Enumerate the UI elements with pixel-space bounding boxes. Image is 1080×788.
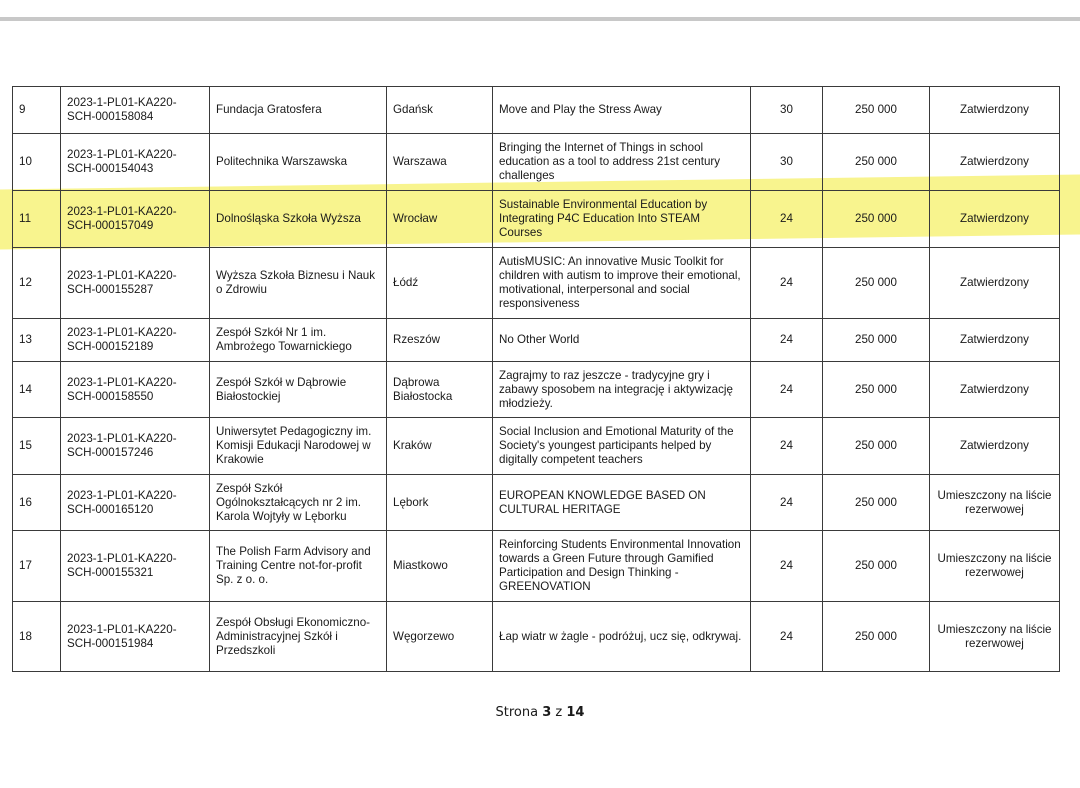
amount: 250 000 (823, 248, 930, 319)
row-number: 18 (13, 602, 61, 672)
score: 24 (751, 475, 823, 531)
amount: 250 000 (823, 418, 930, 475)
status: Zatwierdzony (930, 87, 1060, 134)
organization: Zespół Szkół w Dąbrowie Białostockiej (210, 362, 387, 418)
amount: 250 000 (823, 319, 930, 362)
row-number: 17 (13, 531, 61, 602)
status: Zatwierdzony (930, 134, 1060, 191)
row-number: 13 (13, 319, 61, 362)
score: 24 (751, 531, 823, 602)
project-id: 2023-1-PL01-KA220-SCH-000157246 (61, 418, 210, 475)
status: Umieszczony na liście rezerwowej (930, 475, 1060, 531)
page-footer (0, 705, 1080, 720)
table-row (13, 475, 1060, 531)
status: Umieszczony na liście rezerwowej (930, 602, 1060, 672)
table-row (13, 531, 1060, 602)
score: 24 (751, 362, 823, 418)
amount: 250 000 (823, 475, 930, 531)
city: Lębork (387, 475, 493, 531)
score: 24 (751, 248, 823, 319)
project-title: Bringing the Internet of Things in school education as a tool to address 21st century challenges (493, 134, 751, 191)
projects-table (12, 86, 1060, 672)
footer-total-pages: 14 (566, 705, 585, 720)
row-number: 14 (13, 362, 61, 418)
project-id: 2023-1-PL01-KA220-SCH-000155321 (61, 531, 210, 602)
table-row-highlighted (13, 191, 1060, 248)
organization: Wyższa Szkoła Biznesu i Nauk o Zdrowiu (210, 248, 387, 319)
amount: 250 000 (823, 531, 930, 602)
project-id: 2023-1-PL01-KA220-SCH-000158550 (61, 362, 210, 418)
project-title: Social Inclusion and Emotional Maturity of the Society's youngest participants helped by digitally competent teachers (493, 418, 751, 475)
top-rule (0, 17, 1080, 21)
city: Miastkowo (387, 531, 493, 602)
amount: 250 000 (823, 191, 930, 248)
project-id: 2023-1-PL01-KA220-SCH-000158084 (61, 87, 210, 134)
city: Węgorzewo (387, 602, 493, 672)
row-number: 9 (13, 87, 61, 134)
table-row (13, 418, 1060, 475)
project-id: 2023-1-PL01-KA220-SCH-000165120 (61, 475, 210, 531)
status: Zatwierdzony (930, 362, 1060, 418)
score: 24 (751, 602, 823, 672)
row-number: 16 (13, 475, 61, 531)
row-number: 12 (13, 248, 61, 319)
project-id: 2023-1-PL01-KA220-SCH-000154043 (61, 134, 210, 191)
city: Gdańsk (387, 87, 493, 134)
project-title: AutisMUSIC: An innovative Music Toolkit for children with autism to improve their emotional, motivational, interpersonal and social responsiveness (493, 248, 751, 319)
score: 24 (751, 418, 823, 475)
organization: Dolnośląska Szkoła Wyższa (210, 191, 387, 248)
status: Zatwierdzony (930, 191, 1060, 248)
footer-separator: z (555, 705, 563, 720)
amount: 250 000 (823, 362, 930, 418)
row-number: 11 (13, 191, 61, 248)
status: Zatwierdzony (930, 319, 1060, 362)
project-title: Sustainable Environmental Education by Integrating P4C Education Into STEAM Courses (493, 191, 751, 248)
organization: Zespół Szkół Ogólnokształcących nr 2 im. Karola Wojtyły w Lęborku (210, 475, 387, 531)
table-row (13, 134, 1060, 191)
organization: Zespół Obsługi Ekonomiczno-Administracyjnej Szkół i Przedszkoli (210, 602, 387, 672)
row-number: 15 (13, 418, 61, 475)
project-id: 2023-1-PL01-KA220-SCH-000151984 (61, 602, 210, 672)
status: Zatwierdzony (930, 248, 1060, 319)
footer-prefix: Strona (495, 705, 539, 720)
amount: 250 000 (823, 87, 930, 134)
table-row (13, 602, 1060, 672)
organization: The Polish Farm Advisory and Training Centre not-for-profit Sp. z o. o. (210, 531, 387, 602)
status: Zatwierdzony (930, 418, 1060, 475)
project-title: No Other World (493, 319, 751, 362)
score: 30 (751, 87, 823, 134)
amount: 250 000 (823, 134, 930, 191)
project-title: Zagrajmy to raz jeszcze - tradycyjne gry i zabawy sposobem na integrację i aktywizację młodzieży. (493, 362, 751, 418)
table-row (13, 87, 1060, 134)
score: 24 (751, 319, 823, 362)
score: 30 (751, 134, 823, 191)
project-title: Łap wiatr w żagle - podróżuj, ucz się, odkrywaj. (493, 602, 751, 672)
score: 24 (751, 191, 823, 248)
organization: Fundacja Gratosfera (210, 87, 387, 134)
city: Łódź (387, 248, 493, 319)
project-id: 2023-1-PL01-KA220-SCH-000152189 (61, 319, 210, 362)
status: Umieszczony na liście rezerwowej (930, 531, 1060, 602)
table-row (13, 319, 1060, 362)
city: Rzeszów (387, 319, 493, 362)
project-id: 2023-1-PL01-KA220-SCH-000155287 (61, 248, 210, 319)
project-id: 2023-1-PL01-KA220-SCH-000157049 (61, 191, 210, 248)
organization: Zespół Szkół Nr 1 im. Ambrożego Towarnickiego (210, 319, 387, 362)
project-title: Move and Play the Stress Away (493, 87, 751, 134)
city: Kraków (387, 418, 493, 475)
project-title: EUROPEAN KNOWLEDGE BASED ON CULTURAL HERITAGE (493, 475, 751, 531)
project-title: Reinforcing Students Environmental Innovation towards a Green Future through Gamified Participation and Design Thinking - GREENOVATION (493, 531, 751, 602)
table-row (13, 248, 1060, 319)
footer-current-page: 3 (542, 705, 552, 720)
city: Dąbrowa Białostocka (387, 362, 493, 418)
city: Wrocław (387, 191, 493, 248)
amount: 250 000 (823, 602, 930, 672)
city: Warszawa (387, 134, 493, 191)
organization: Politechnika Warszawska (210, 134, 387, 191)
row-number: 10 (13, 134, 61, 191)
table-row (13, 362, 1060, 418)
organization: Uniwersytet Pedagogiczny im. Komisji Edukacji Narodowej w Krakowie (210, 418, 387, 475)
